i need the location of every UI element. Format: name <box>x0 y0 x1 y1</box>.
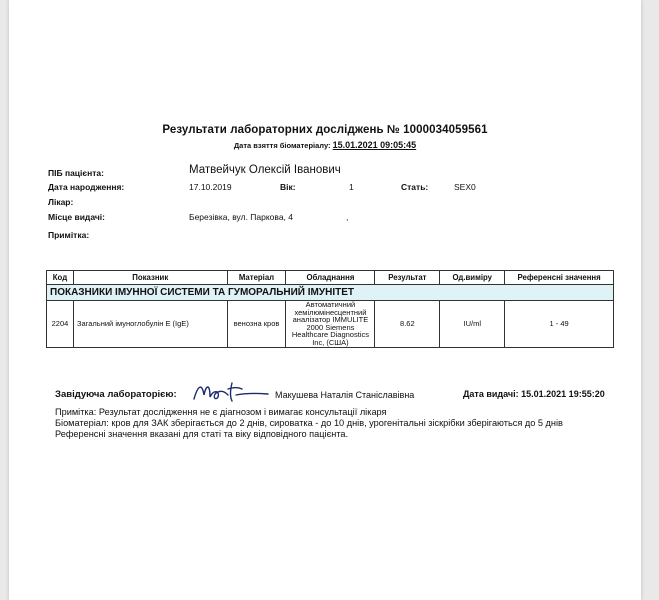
place-label: Місце видачі: <box>48 212 105 222</box>
table-row <box>47 301 614 348</box>
col-equipment: Обладнання <box>286 271 375 285</box>
reference-line: Референсні значення вказані для статі та віку відповідного пацієнта. <box>55 429 349 439</box>
section-title: ПОКАЗНИКИ ІМУННОЇ СИСТЕМИ ТА ГУМОРАЛЬНИЙ ІМУНІТЕТ <box>47 285 614 301</box>
date-taken <box>9 140 641 150</box>
cell-equipment: Автоматичний хемілюмінесцентний аналізатор IMMULITE 2000 Siemens Healthcare Diagnostics Inc, (США) <box>286 301 375 348</box>
col-result: Результат <box>375 271 440 285</box>
place-extra: , <box>346 212 349 222</box>
results-table <box>46 270 614 348</box>
col-code: Код <box>47 271 74 285</box>
doctor-label: Лікар: <box>48 197 74 207</box>
patient-name-label: ПІБ пацієнта: <box>48 168 104 178</box>
cell-result: 8.62 <box>375 301 440 348</box>
lab-report-page <box>9 0 641 600</box>
issue-date-value: 15.01.2021 19:55:20 <box>521 389 605 399</box>
place-value: Березівка, вул. Паркова, 4 <box>189 212 294 222</box>
footer-notes <box>55 407 563 440</box>
head-name: Макушева Наталія Станіславівна <box>275 390 415 400</box>
col-reference: Референсні значення <box>505 271 614 285</box>
date-taken-value: 15.01.2021 09:05:45 <box>332 140 417 150</box>
biomaterial-line: Біоматеріал: кров для ЗАК зберігається до 2 днів, сироватка - до 10 днів, урогенітальні зіскрібки зберігаються до 5 днів <box>55 418 563 428</box>
note-line: Примітка: Результат дослідження не є діагнозом і вимагає консультації лікаря <box>55 407 387 417</box>
date-taken-label: Дата взяття біоматеріалу: <box>233 141 331 150</box>
cell-reference: 1 - 49 <box>505 301 614 348</box>
sex-value: SEX0 <box>454 182 476 192</box>
signature <box>192 379 272 405</box>
note-label: Примітка: <box>48 230 90 240</box>
dob-value: 17.10.2019 <box>189 182 232 192</box>
col-material: Матеріал <box>227 271 286 285</box>
cell-code: 2204 <box>47 301 74 348</box>
table-header-row <box>47 271 614 285</box>
age-value: 1 <box>349 182 354 192</box>
section-row <box>47 285 614 301</box>
sex-label: Стать: <box>401 182 429 192</box>
age-label: Вік: <box>280 182 296 192</box>
head-label: Завідуюча лабораторією: <box>55 389 177 400</box>
col-unit: Од.виміру <box>440 271 505 285</box>
cell-material: венозна кров <box>227 301 286 348</box>
report-title: Результати лабораторних досліджень № 1000034059561 <box>162 124 488 136</box>
dob-label: Дата народження: <box>48 182 125 192</box>
issue-date-label: Дата видачі: <box>463 389 519 399</box>
patient-name-value: Матвейчук Олексій Іванович <box>189 164 341 176</box>
cell-unit: IU/ml <box>440 301 505 348</box>
issue-date <box>463 389 605 399</box>
col-indicator: Показник <box>73 271 227 285</box>
cell-indicator: Загальний імуноглобулін Е (IgE) <box>73 301 227 348</box>
